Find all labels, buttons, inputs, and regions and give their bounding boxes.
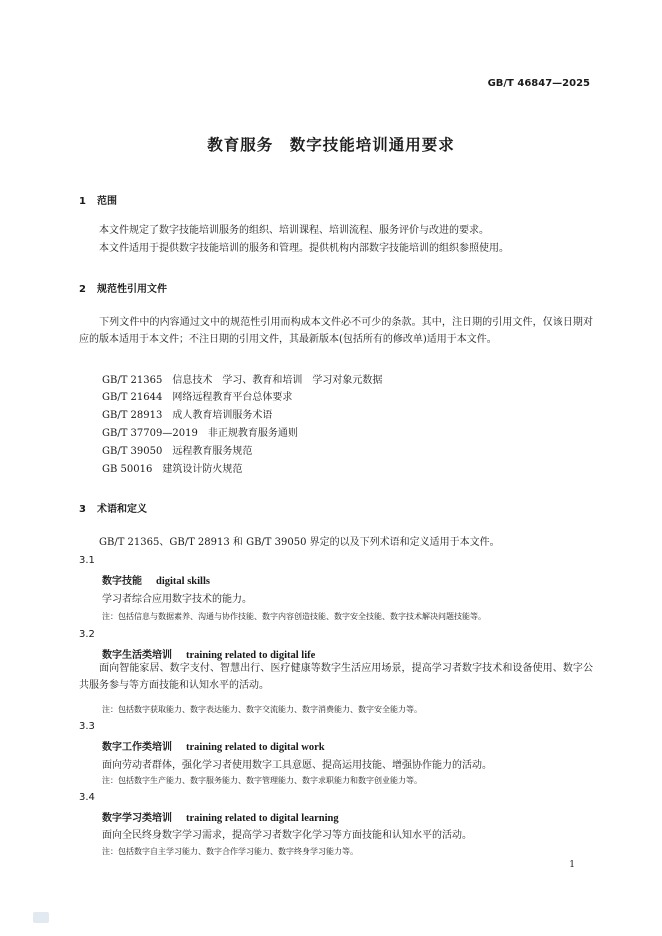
reference-item: GB/T 28913 成人教育培训服务术语 xyxy=(102,410,273,421)
term-heading xyxy=(102,572,210,587)
term-en: training related to digital work xyxy=(186,742,325,753)
paragraph: 本文件规定了数字技能培训服务的组织、培训课程、培训流程、服务评价与改进的要求。 xyxy=(99,225,489,236)
term-note: 注：包括数字生产能力、数字服务能力、数字管理能力、数字求职能力和数字创业能力等。 xyxy=(102,776,422,785)
page-number: 1 xyxy=(569,860,575,870)
term-en: training related to digital life xyxy=(186,650,316,661)
section-title: 范围 xyxy=(97,196,117,207)
term-zh: 数字生活类培训 xyxy=(102,650,172,661)
term-heading xyxy=(102,809,339,824)
term-definition: 面向劳动者群体，强化学习者使用数字工具意愿、提高运用技能、增强协作能力的活动。 xyxy=(102,760,492,771)
term-zh: 数字技能 xyxy=(102,576,142,587)
term-en: training related to digital learning xyxy=(186,813,339,824)
term-note: 注：包括信息与数据素养、沟通与协作技能、数字内容创造技能、数字安全技能、数字技术解决问题技能等。 xyxy=(102,612,486,621)
term-note: 注：包括数字自主学习能力、数字合作学习能力、数字终身学习能力等。 xyxy=(102,847,358,856)
term-zh: 数字学习类培训 xyxy=(102,813,172,824)
watermark-logo-icon xyxy=(33,912,49,923)
term-en: digital skills xyxy=(156,576,210,587)
section-3-heading xyxy=(79,500,147,515)
paragraph: 下列文件中的内容通过文中的规范性引用而构成本文件必不可少的条款。其中，注日期的引用文件，仅该日期对应的版本适用于本文件；不注日期的引用文件，其最新版本(包括所有的修改单)适用于本文件。 xyxy=(79,317,593,345)
section-number: 3 xyxy=(79,504,86,515)
term-number: 3.3 xyxy=(79,721,95,732)
term-zh: 数字工作类培训 xyxy=(102,742,172,753)
term-definition: 学习者综合应用数字技术的能力。 xyxy=(102,594,252,605)
term-heading xyxy=(102,738,325,753)
reference-item: GB/T 21644 网络远程教育平台总体要求 xyxy=(102,392,293,403)
document-title: 教育服务 数字技能培训通用要求 xyxy=(207,136,455,154)
paragraph: 本文件适用于提供数字技能培训的服务和管理。提供机构内部数字技能培训的组织参照使用。 xyxy=(99,243,509,254)
term-number: 3.4 xyxy=(79,792,95,803)
section-title: 术语和定义 xyxy=(97,504,147,515)
term-definition: 面向全民终身数字学习需求，提高学习者数字化学习等方面技能和认知水平的活动。 xyxy=(102,830,472,841)
section-2-heading xyxy=(79,280,167,295)
section-title: 规范性引用文件 xyxy=(97,284,167,295)
reference-item: GB 50016 建筑设计防火规范 xyxy=(102,464,243,475)
standard-code: GB/T 46847—2025 xyxy=(487,78,590,89)
paragraph: GB/T 21365、GB/T 28913 和 GB/T 39050 界定的以及下列术语和定义适用于本文件。 xyxy=(99,537,500,548)
reference-item: GB/T 37709—2019 非正规教育服务通则 xyxy=(102,428,298,439)
term-number: 3.2 xyxy=(79,629,95,640)
section-number: 1 xyxy=(79,196,86,207)
reference-item: GB/T 21365 信息技术 学习、教育和培训 学习对象元数据 xyxy=(102,375,383,386)
term-number: 3.1 xyxy=(79,555,95,566)
term-note: 注：包括数字获取能力、数字表达能力、数字交流能力、数字消费能力、数字安全能力等。 xyxy=(102,705,422,714)
term-definition: 面向智能家居、数字支付、智慧出行、医疗健康等数字生活应用场景，提高学习者数字技术和设备使用、数字公共服务参与等方面技能和认知水平的活动。 xyxy=(79,663,593,691)
term-heading xyxy=(102,646,315,661)
reference-item: GB/T 39050 远程教育服务规范 xyxy=(102,446,253,457)
section-1-heading xyxy=(79,192,117,207)
section-number: 2 xyxy=(79,284,86,295)
